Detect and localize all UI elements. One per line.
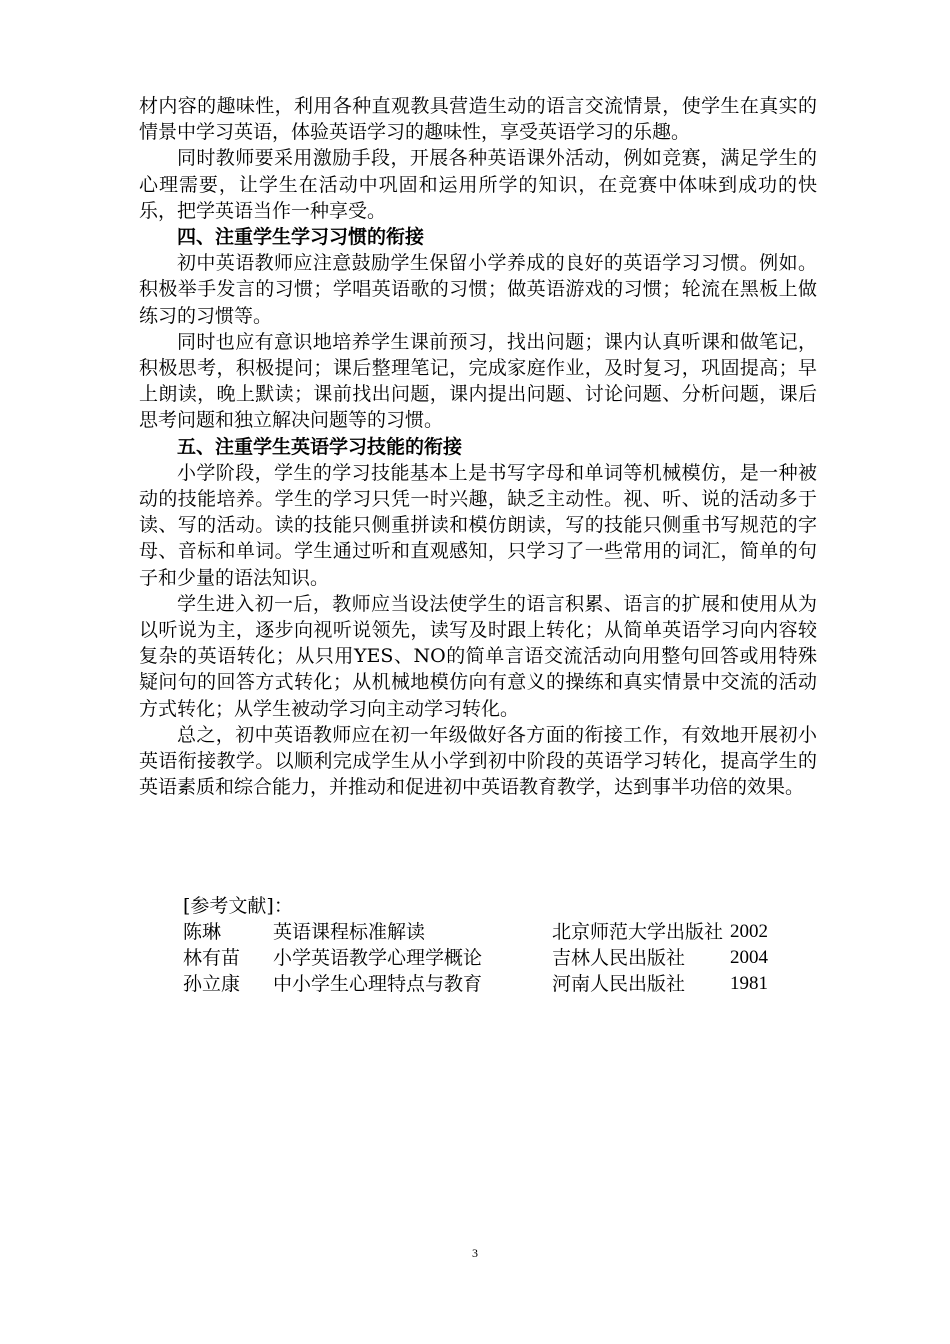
reference-publisher: 河南人民出版社 (552, 973, 686, 995)
reference-title: 小学英语教学心理学概论 (273, 947, 483, 969)
paragraph-2: 同时教师要采用激励手段，开展各种英语课外活动，例如竞赛，满足学生的心理需要，让学生在活动中巩固和运用所学的知识，在竞赛中体味到成功的快乐，把学英语当作一种享受。 (139, 147, 817, 222)
reference-item (183, 919, 823, 945)
reference-author: 林有苗 (183, 947, 241, 969)
paragraph-1: 材内容的趣味性，利用各种直观教具营造生动的语言交流情景，使学生在真实的情景中学习英语，体验英语学习的趣味性，享受英语学习的乐趣。 (139, 95, 817, 144)
references-title: [参考文献]： (183, 895, 293, 917)
paragraph-7: 总之，初中英语教师应在初一年级做好各方面的衔接工作，有效地开展初小英语衔接教学。以顺利完成学生从小学到初中阶段的英语学习转化，提高学生的英语素质和综合能力，并推动和促进初中英语教育教学，达到事半功倍的效果。 (139, 723, 817, 799)
paragraph-3: 初中英语教师应注意鼓励学生保留小学养成的良好的英语学习习惯。例如。积极举手发言的习惯；学唱英语歌的习惯；做英语游戏的习惯；轮流在黑板上做练习的习惯等。 (139, 252, 817, 327)
reference-item (183, 945, 823, 971)
reference-author: 陈琳 (183, 921, 222, 943)
reference-year: 2002 (730, 921, 768, 942)
paragraph-4: 同时也应有意识地培养学生课前预习，找出问题；课内认真听课和做笔记，积极思考，积极提问；课后整理笔记，完成家庭作业，及时复习，巩固提高；早上朗读，晚上默读；课前找出问题，课内提出问题、讨论问题、分析问题，课后思考问题和独立解决问题等的习惯。 (139, 330, 817, 432)
reference-title: 英语课程标准解读 (273, 921, 426, 943)
paragraph-5: 小学阶段，学生的学习技能基本上是书写字母和单词等机械模仿，是一种被动的技能培养。学生的学习只凭一时兴趣，缺乏主动性。视、听、说的活动多于读、写的活动。读的技能只侧重拼读和模仿朗读，写的技能只侧重书写规范的字母、音标和单词。学生通过听和直观感知，只学习了一些常用的词汇，简单的句子和少量的语法知识。 (139, 461, 817, 589)
section-heading-4: 四、注重学生学习习惯的衔接 (177, 226, 425, 249)
page-number: 3 (472, 1246, 478, 1260)
reference-item (183, 971, 823, 997)
references-section (183, 893, 823, 997)
reference-publisher: 吉林人民出版社 (552, 947, 686, 969)
reference-year: 2004 (730, 947, 768, 968)
reference-title: 中小学生心理特点与教育 (273, 973, 483, 995)
reference-year: 1981 (730, 973, 768, 994)
document-body (139, 93, 817, 800)
section-heading-5: 五、注重学生英语学习技能的衔接 (177, 435, 463, 458)
reference-author: 孙立康 (183, 973, 241, 995)
reference-publisher: 北京师范大学出版社 (552, 921, 724, 943)
paragraph-6: 学生进入初一后，教师应当设法使学生的语言积累、语言的扩展和使用从为以听说为主，逐步向视听说领先，读写及时跟上转化；从简单英语学习向内容较复杂的英语转化；从只用YES、NO的简单言语交流活动向用整句回答或用特殊疑问句的回答方式转化；从机械地模仿向有意义的操练和真实情景中交流的活动方式转化；从学生被动学习向主动学习转化。 (139, 592, 817, 720)
